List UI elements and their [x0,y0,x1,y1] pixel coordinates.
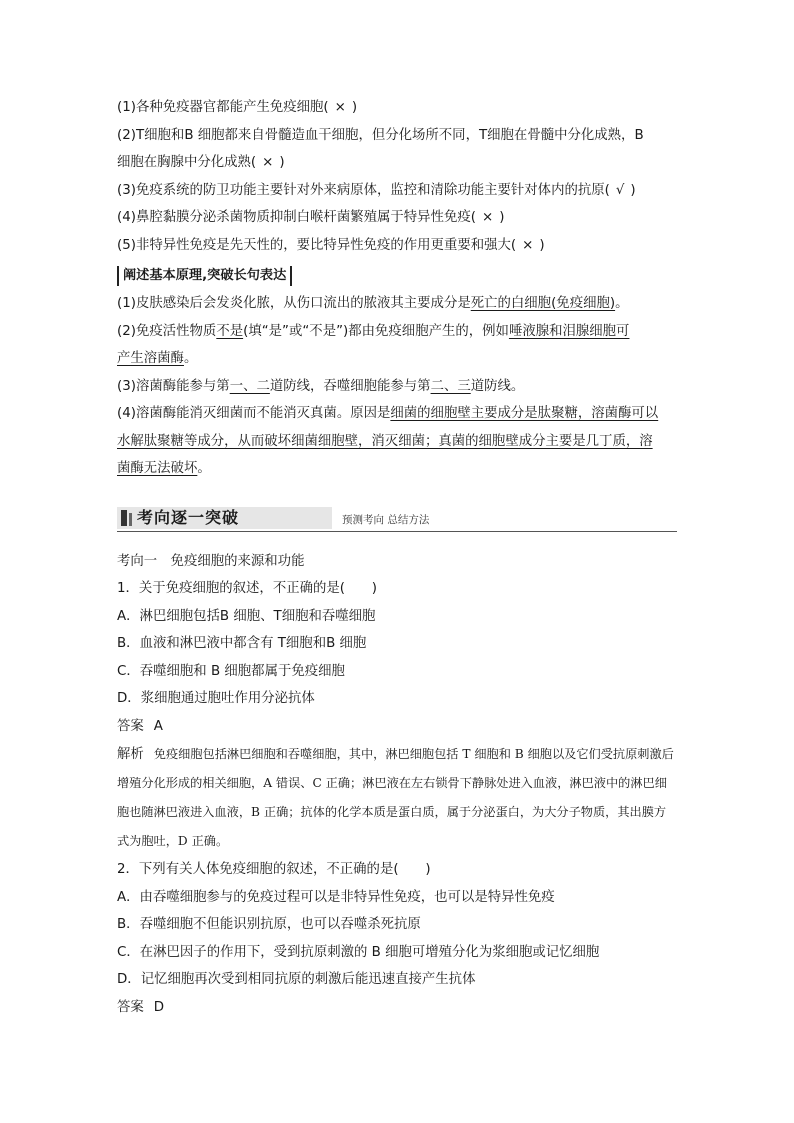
principle-4-cont [117,428,677,456]
answer-underline: 水解肽聚糖等成分，从而破坏细菌细胞壁，消灭细菌；真菌的细胞壁成分主要是几丁质，溶 [117,433,653,449]
principle-2-cont: 产生溶菌酶。 [117,351,198,366]
judgment-2: (2)T细胞和B 细胞都来自骨髓造血干细胞，但分化场所不同，T细胞在骨髓中分化成熟，B [117,127,644,143]
judgment-list [117,94,677,259]
answer-label: 答案 [117,999,144,1015]
banner-bar-icon [129,513,132,526]
answer-value: A [153,718,163,734]
judgment-4: (4)鼻腔黏膜分泌杀菌物质抑制白喉杆菌繁殖属于特异性免疫( × ) [117,204,677,232]
answer-underline: 不是 [216,323,244,339]
principle-2: (2)免疫活性物质不是(填“是”或“不是”)都由免疫细胞产生的，例如唾液腺和泪腺细胞可 [117,323,630,339]
section-label: 阐述基本原理,突破长句表达 [117,266,292,286]
explanation [117,740,677,856]
judgment-2-cont: 细胞在胸腺中分化成熟( × ) [117,149,677,177]
questions [117,548,677,1022]
option: B．血液和淋巴液中都含有 T细胞和B 细胞 [117,636,367,651]
question-2-stem: 2．下列有关人体免疫细胞的叙述，不正确的是( ) [117,862,431,877]
explain-text: 免疫细胞包括淋巴细胞和吞噬细胞，其中，淋巴细胞包括 T 细胞和 B 细胞以及它们受抗原刺激后增殖分化形成的相关细胞，A 错误、C 正确；淋巴液在左右锁骨下静脉处进入血液，淋巴液中的淋巴细胞也随淋巴液进入血液，B 正确；抗体的化学本质是蛋白质，属于分泌蛋白，为大分子物质，其出膜方式为胞吐，D 正确。 [117,747,674,848]
answer-label: 答案 [117,718,144,734]
answer-line [117,713,677,741]
answer-underline: 二、三 [430,378,471,394]
principle-4: (4)溶菌酶能消灭细菌而不能消灭真菌。原因是细菌的细胞壁主要成分是肽聚糖，溶菌酶可以 [117,406,659,421]
judgment-mark: × [481,210,494,225]
banner-title: 考向逐一突破 [137,507,240,527]
option: C．在淋巴因子的作用下，受到抗原刺激的 B 细胞可增殖分化为浆细胞或记忆细胞 [117,944,600,960]
answer-line [117,994,677,1022]
answer-underline: 唾液腺和泪腺细胞可 [508,323,630,339]
principle-1: (1)皮肤感染后会发炎化脓，从伤口流出的脓液其主要成分是死亡的白细胞(免疫细胞)。 [117,296,629,311]
judgment-1: (1)各种免疫器官都能产生免疫细胞( × ) [117,94,677,122]
section-banner [117,505,677,532]
judgment-mark: × [522,237,534,253]
judgment-mark: × [262,155,274,170]
option: D．浆细胞通过胞吐作用分泌抗体 [117,691,315,706]
option: B．吞噬细胞不但能识别抗原，也可以吞噬杀死抗原 [117,917,421,932]
answer-underline: 菌酶无法破坏 [117,461,198,476]
judgment-mark: × [334,100,346,115]
judgment-mark: √ [615,182,625,198]
answer-underline: 一、二 [229,378,270,394]
principles-list [117,290,677,483]
option: A．由吞噬细胞参与的免疫过程可以是非特异性免疫，也可以是特异性免疫 [117,889,555,905]
principle-3: (3)溶菌酶能参与第一、二道防线，吞噬细胞能参与第二、三道防线。 [117,378,525,394]
document-page [117,94,677,1021]
principle-4-cont2: 菌酶无法破坏。 [117,461,211,476]
answer-value: D [153,999,165,1015]
option: A．淋巴细胞包括B 细胞、T细胞和吞噬细胞 [117,608,376,624]
answer-underline: 死亡的白细胞(免疫细胞) [470,296,616,311]
explain-label: 解析 [117,747,144,762]
banner-subtitle: 预测考向 总结方法 [342,513,430,526]
answer-underline: 细菌的细胞壁主要成分是肽聚糖，溶菌酶可以 [390,406,659,421]
option: C．吞噬细胞和 B 细胞都属于免疫细胞 [117,663,345,679]
judgment-5: (5)非特异性免疫是先天性的，要比特异性免疫的作用更重要和强大( × ) [117,232,677,260]
answer-underline: 产生溶菌酶 [117,351,184,366]
option: D．记忆细胞再次受到相同抗原的刺激后能迅速直接产生抗体 [117,972,476,987]
topic-heading: 考向一 免疫细胞的来源和功能 [117,553,305,569]
question-1-stem: 1．关于免疫细胞的叙述，不正确的是( ) [117,581,377,596]
judgment-3: (3)免疫系统的防卫功能主要针对外来病原体，监控和清除功能主要针对体内的抗原( √ ) [117,177,677,205]
banner-bar-icon [121,510,127,526]
